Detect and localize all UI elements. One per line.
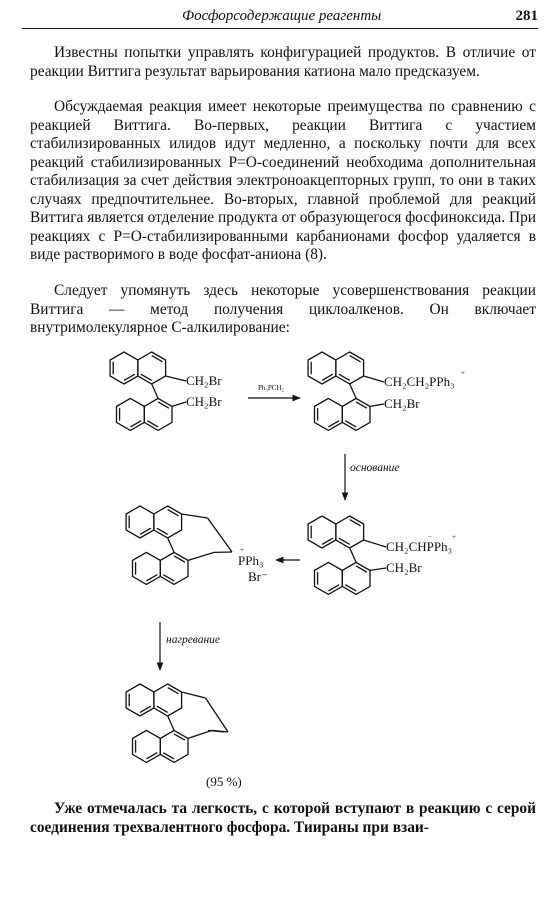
starting-material-upper-ring-a <box>110 352 138 384</box>
ylide-plus: + <box>452 533 456 541</box>
starting-material-lower-ring-b <box>144 398 172 430</box>
ylide-lower-ring-b <box>342 562 370 594</box>
cyclic-salt-ring-bond-1 <box>182 514 208 518</box>
ylide-biaryl-bond <box>350 548 356 562</box>
intermediate-1-upper-ring-b-double-bond <box>339 374 350 380</box>
starting-material-lower-ring-b-double-bond <box>158 402 169 408</box>
product-biaryl-bond <box>168 716 174 730</box>
starting-material-upper-ring-a-double-bond <box>124 374 135 380</box>
product-lower-ring-a <box>133 730 161 762</box>
product-ring-bond-4 <box>188 730 212 738</box>
product-upper-ring-a-double-bond <box>140 706 151 712</box>
ylide-lower-ring-a-double-bond <box>328 585 339 591</box>
product-lower-ring-b-double-bond <box>174 734 185 740</box>
product-lower-ring-b <box>160 730 188 762</box>
ylide-group-2: CH₂Br <box>386 560 422 575</box>
sm-group-2: CH₂Br <box>186 394 222 409</box>
ylide-group-1: CH₂CHPPh₃ <box>386 539 453 554</box>
int1-substituent-bond-1 <box>364 376 384 382</box>
ylide-lower-ring-b-double-bond <box>356 566 367 572</box>
ylide-upper-ring-a-double-bond <box>322 538 333 544</box>
ylide-substituent-bond-2 <box>370 568 386 570</box>
int1-substituent-bond-2 <box>370 404 384 406</box>
product-lower-ring-b-double-bond <box>163 753 174 759</box>
cyclic-salt-lower-ring-b <box>160 552 188 584</box>
intermediate-1-lower-ring-b-double-bond <box>356 402 367 408</box>
salt-plus: + <box>240 546 244 554</box>
sm-substituent-bond-2 <box>172 402 186 406</box>
starting-material-lower-ring-a-double-bond <box>130 421 141 427</box>
starting-material-upper-ring-b <box>138 352 166 384</box>
yield-label: (95 %) <box>206 774 242 789</box>
starting-material-upper-ring-b-double-bond <box>141 374 152 380</box>
product-ring-bond-1 <box>182 692 206 698</box>
reaction-scheme <box>0 340 556 795</box>
cyclic-salt-upper-ring-a-double-bond <box>140 528 151 534</box>
cyclic-salt-lower-ring-a <box>133 552 161 584</box>
intermediate-1-upper-ring-a-double-bond <box>322 374 333 380</box>
cyclic-salt-lower-ring-a-double-bond <box>146 575 157 581</box>
cyclic-salt-biaryl-bond <box>168 538 174 552</box>
intermediate-1-lower-ring-b-double-bond <box>345 421 356 427</box>
paragraph-2: Обсуждаемая реакция имеет некоторые преимущества по сравнению с реакцией Виттига. Во-первых, реакции Виттига с участием стабилизированных илидов идут медленно, а поскольку почти для всех реакций стабилизированных P=O-соединений необходима дополнительная стабилизация за счет действия электроноакцепторных групп, то они в таких случаях предпочтительнее. Во-вторых, главной проблемой для реакций Виттига является отделение продукта от образующегося фосфиноксида. При реакциях с P=O-стабилизированными карбанионами фосфор удаляется в виде растворимого в воде фосфат-аниона (8). <box>30 98 536 263</box>
intermediate-1-upper-ring-b <box>336 352 364 384</box>
cyclic-salt-upper-ring-a <box>126 506 154 538</box>
starting-material-lower-ring-b-double-bond <box>147 421 158 427</box>
ylide-minus: − <box>428 533 432 541</box>
ylide-upper-ring-b <box>336 516 364 548</box>
int1-plus: + <box>461 369 465 377</box>
salt-bromide: Br⁻ <box>248 569 268 584</box>
product-upper-ring-a <box>126 684 154 716</box>
step2-condition: основание <box>350 462 400 474</box>
cyclic-salt-upper-ring-b <box>154 506 182 538</box>
running-header <box>22 8 538 29</box>
ylide-lower-ring-b-double-bond <box>345 585 356 591</box>
ylide-substituent-bond-1 <box>364 540 386 547</box>
sm-substituent-bond-1 <box>166 376 186 381</box>
ylide-upper-ring-a <box>308 516 336 548</box>
cyclic-salt-ring-bond-4 <box>188 552 214 560</box>
intermediate-1-upper-ring-a <box>308 352 336 384</box>
product-upper-ring-b-double-bond <box>168 688 179 694</box>
cyclic-salt-upper-ring-b-double-bond <box>168 510 179 516</box>
step4-condition: нагревание <box>166 634 221 646</box>
salt-p-label: PPh₃ <box>238 553 264 568</box>
starting-material-biaryl-bond <box>152 384 158 398</box>
product-lower-ring-a-double-bond <box>146 753 157 759</box>
starting-material-upper-ring-b-double-bond <box>152 356 163 362</box>
intermediate-1-upper-ring-b-double-bond <box>350 356 361 362</box>
page-number: 281 <box>515 8 538 24</box>
intermediate-1-biaryl-bond <box>350 384 356 398</box>
int1-group-1: CH₂CH₂PPh₃ <box>384 374 455 389</box>
paragraph-3: Следует упомянуть здесь некоторые усовершенствования реакции Виттига — метод получения циклоалкенов. Он включает внутримолекулярное С-алкилирование: <box>30 282 536 336</box>
ylide-upper-ring-b-double-bond <box>339 538 350 544</box>
product-upper-ring-b-double-bond <box>157 706 168 712</box>
int1-group-2: CH₂Br <box>384 396 420 411</box>
cyclic-salt-ring-bond-2 <box>208 518 232 552</box>
sm-group-1: CH₂Br <box>186 373 222 388</box>
cyclic-salt-lower-ring-b-double-bond <box>163 575 174 581</box>
intermediate-1-lower-ring-a <box>315 398 343 430</box>
intermediate-1-lower-ring-b <box>342 398 370 430</box>
product-ring-bond-2 <box>206 698 228 732</box>
intermediate-1-lower-ring-a-double-bond <box>328 421 339 427</box>
cyclic-salt-upper-ring-b-double-bond <box>157 528 168 534</box>
starting-material-lower-ring-a <box>117 398 145 430</box>
reagent-label: Ph₃PCH₂ <box>258 384 284 392</box>
ylide-upper-ring-b-double-bond <box>350 520 361 526</box>
ylide-lower-ring-a <box>315 562 343 594</box>
cyclic-salt-lower-ring-b-double-bond <box>174 556 185 562</box>
paragraph-4: Уже отмечалась та легкость, с которой вступают в реакцию с серой соединения трехвалентного фосфора. Тиираны при взаи- <box>30 800 536 836</box>
running-header-title: Фосфорсодержащие реагенты <box>182 8 382 24</box>
product-upper-ring-b <box>154 684 182 716</box>
paragraph-1: Известны попытки управлять конфигурацией продуктов. В отличие от реакции Виттига результат варьирования катиона мало предсказуем. <box>30 44 536 80</box>
